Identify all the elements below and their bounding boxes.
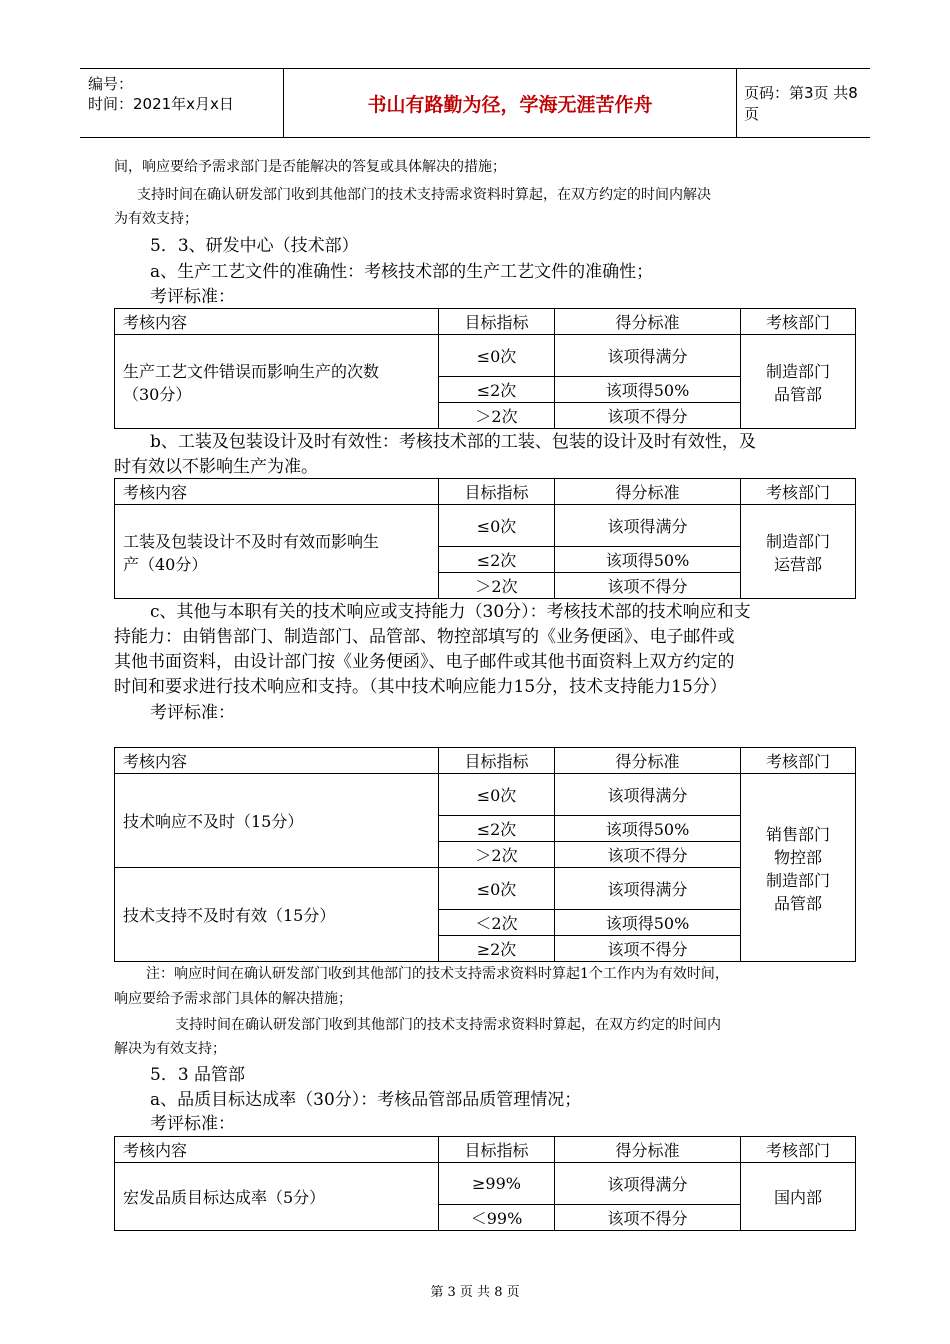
target-cell: ≤0次 <box>439 335 555 377</box>
assessment-item-line: 产（40分） <box>123 554 208 574</box>
dept-name: 销售部门 <box>765 824 830 844</box>
col-header-dept: 考核部门 <box>741 1137 856 1163</box>
criteria-label: 考评标准： <box>150 287 235 307</box>
col-header-content: 考核内容 <box>115 748 439 774</box>
col-header-target: 目标指标 <box>439 1137 555 1163</box>
dept-name: 品管部 <box>773 384 822 404</box>
col-header-content: 考核内容 <box>115 479 439 505</box>
dept-cell: 国内部 <box>741 1163 856 1231</box>
paragraph: 间，响应要给予需求部门是否能解决的答复或具体解决的措施； <box>114 159 506 175</box>
paragraph: a、生产工艺文件的准确性：考核技术部的生产工艺文件的准确性； <box>150 262 654 282</box>
target-cell: ＞2次 <box>439 573 555 599</box>
page-header <box>80 68 870 138</box>
col-header-content: 考核内容 <box>115 309 439 335</box>
col-header-dept: 考核部门 <box>741 309 856 335</box>
score-cell: 该项得满分 <box>555 335 741 377</box>
section-heading: 5．3 品管部 <box>150 1065 246 1085</box>
target-cell: ＜99% <box>439 1205 555 1231</box>
dept-cell <box>741 774 856 962</box>
col-header-dept: 考核部门 <box>741 479 856 505</box>
score-cell: 该项不得分 <box>555 1205 741 1231</box>
target-cell: ＞2次 <box>439 842 555 868</box>
paragraph: c、其他与本职有关的技术响应或支持能力（30分）：考核技术部的技术响应和支 <box>150 602 751 622</box>
page-footer: 第 3 页 共 8 页 <box>430 1285 520 1300</box>
col-header-target: 目标指标 <box>439 479 555 505</box>
assessment-item-line: （30分） <box>123 384 192 404</box>
doc-time: 时间：2021年x月x日 <box>88 95 234 113</box>
col-header-score: 得分标准 <box>555 1137 741 1163</box>
score-cell: 该项得50% <box>555 910 741 936</box>
note: 注：响应时间在确认研发部门收到其他部门的技术支持需求资料时算起1个工作内为有效时间， <box>146 966 729 982</box>
assessment-item <box>115 505 439 599</box>
paragraph: 时间和要求进行技术响应和支持。（其中技术响应能力15分，技术支持能力15分） <box>114 677 727 697</box>
score-cell: 该项不得分 <box>555 403 741 429</box>
section-heading: 5．3、研发中心（技术部） <box>150 236 359 256</box>
assessment-table-1 <box>114 308 856 429</box>
score-cell: 该项不得分 <box>555 573 741 599</box>
target-cell: ＜2次 <box>439 910 555 936</box>
assessment-table-4 <box>114 1136 856 1231</box>
paragraph: 支持时间在确认研发部门收到其他部门的技术支持需求资料时算起，在双方约定的时间内解决 <box>137 187 711 203</box>
header-meta <box>80 69 283 137</box>
criteria-label: 考评标准： <box>150 1114 235 1134</box>
assessment-item: 技术响应不及时（15分） <box>115 774 439 868</box>
assessment-table-2 <box>114 478 856 599</box>
target-cell: ≤2次 <box>439 816 555 842</box>
assessment-item-line: 工装及包装设计不及时有效而影响生 <box>123 531 380 551</box>
dept-name: 运营部 <box>773 554 822 574</box>
paragraph: 为有效支持； <box>114 211 198 227</box>
score-cell: 该项得50% <box>555 377 741 403</box>
paragraph: b、工装及包装设计及时有效性：考核技术部的工装、包装的设计及时有效性，及 <box>150 432 756 452</box>
paragraph: 其他书面资料，由设计部门按《业务便函》、电子邮件或其他书面资料上双方约定的 <box>114 652 735 672</box>
score-cell: 该项得满分 <box>555 1163 741 1205</box>
col-header-score: 得分标准 <box>555 309 741 335</box>
target-cell: ≤0次 <box>439 774 555 816</box>
score-cell: 该项得满分 <box>555 774 741 816</box>
dept-name: 品管部 <box>773 893 822 913</box>
score-cell: 该项得满分 <box>555 505 741 547</box>
assessment-item: 宏发品质目标达成率（5分） <box>115 1163 439 1231</box>
score-cell: 该项得50% <box>555 816 741 842</box>
dept-cell <box>741 335 856 429</box>
dept-cell <box>741 505 856 599</box>
assessment-item: 技术支持不及时有效（15分） <box>115 868 439 962</box>
doc-number: 编号： <box>88 75 134 93</box>
note: 响应要给予需求部门具体的解决措施； <box>114 991 352 1007</box>
score-cell: 该项不得分 <box>555 936 741 962</box>
header-page-code: 页码：第3页 共8页 <box>744 84 858 123</box>
target-cell: ≥99% <box>439 1163 555 1205</box>
score-cell: 该项得50% <box>555 547 741 573</box>
target-cell: ≤2次 <box>439 377 555 403</box>
header-motto: 书山有路勤为径，学海无涯苦作舟 <box>283 69 737 137</box>
target-cell: ≤2次 <box>439 547 555 573</box>
paragraph: 时有效以不影响生产为准。 <box>114 457 318 477</box>
col-header-target: 目标指标 <box>439 309 555 335</box>
score-cell: 该项得满分 <box>555 868 741 910</box>
paragraph: 持能力：由销售部门、制造部门、品管部、物控部填写的《业务便函》、电子邮件或 <box>114 627 735 647</box>
assessment-table-3 <box>114 747 856 962</box>
criteria-label: 考评标准： <box>150 703 235 723</box>
col-header-score: 得分标准 <box>555 748 741 774</box>
dept-name: 制造部门 <box>765 361 830 381</box>
dept-name: 物控部 <box>773 847 822 867</box>
col-header-dept: 考核部门 <box>741 748 856 774</box>
col-header-target: 目标指标 <box>439 748 555 774</box>
assessment-item-line: 生产工艺文件错误而影响生产的次数 <box>123 361 380 381</box>
assessment-item <box>115 335 439 429</box>
col-header-content: 考核内容 <box>115 1137 439 1163</box>
score-cell: 该项不得分 <box>555 842 741 868</box>
target-cell: ≤0次 <box>439 505 555 547</box>
dept-name: 制造部门 <box>765 531 830 551</box>
target-cell: ≤0次 <box>439 868 555 910</box>
target-cell: ≥2次 <box>439 936 555 962</box>
paragraph: a、品质目标达成率（30分）：考核品管部品质管理情况； <box>150 1090 582 1110</box>
dept-name: 制造部门 <box>765 870 830 890</box>
col-header-score: 得分标准 <box>555 479 741 505</box>
note: 支持时间在确认研发部门收到其他部门的技术支持需求资料时算起，在双方约定的时间内 <box>175 1017 721 1033</box>
target-cell: ＞2次 <box>439 403 555 429</box>
note: 解决为有效支持； <box>114 1041 226 1057</box>
